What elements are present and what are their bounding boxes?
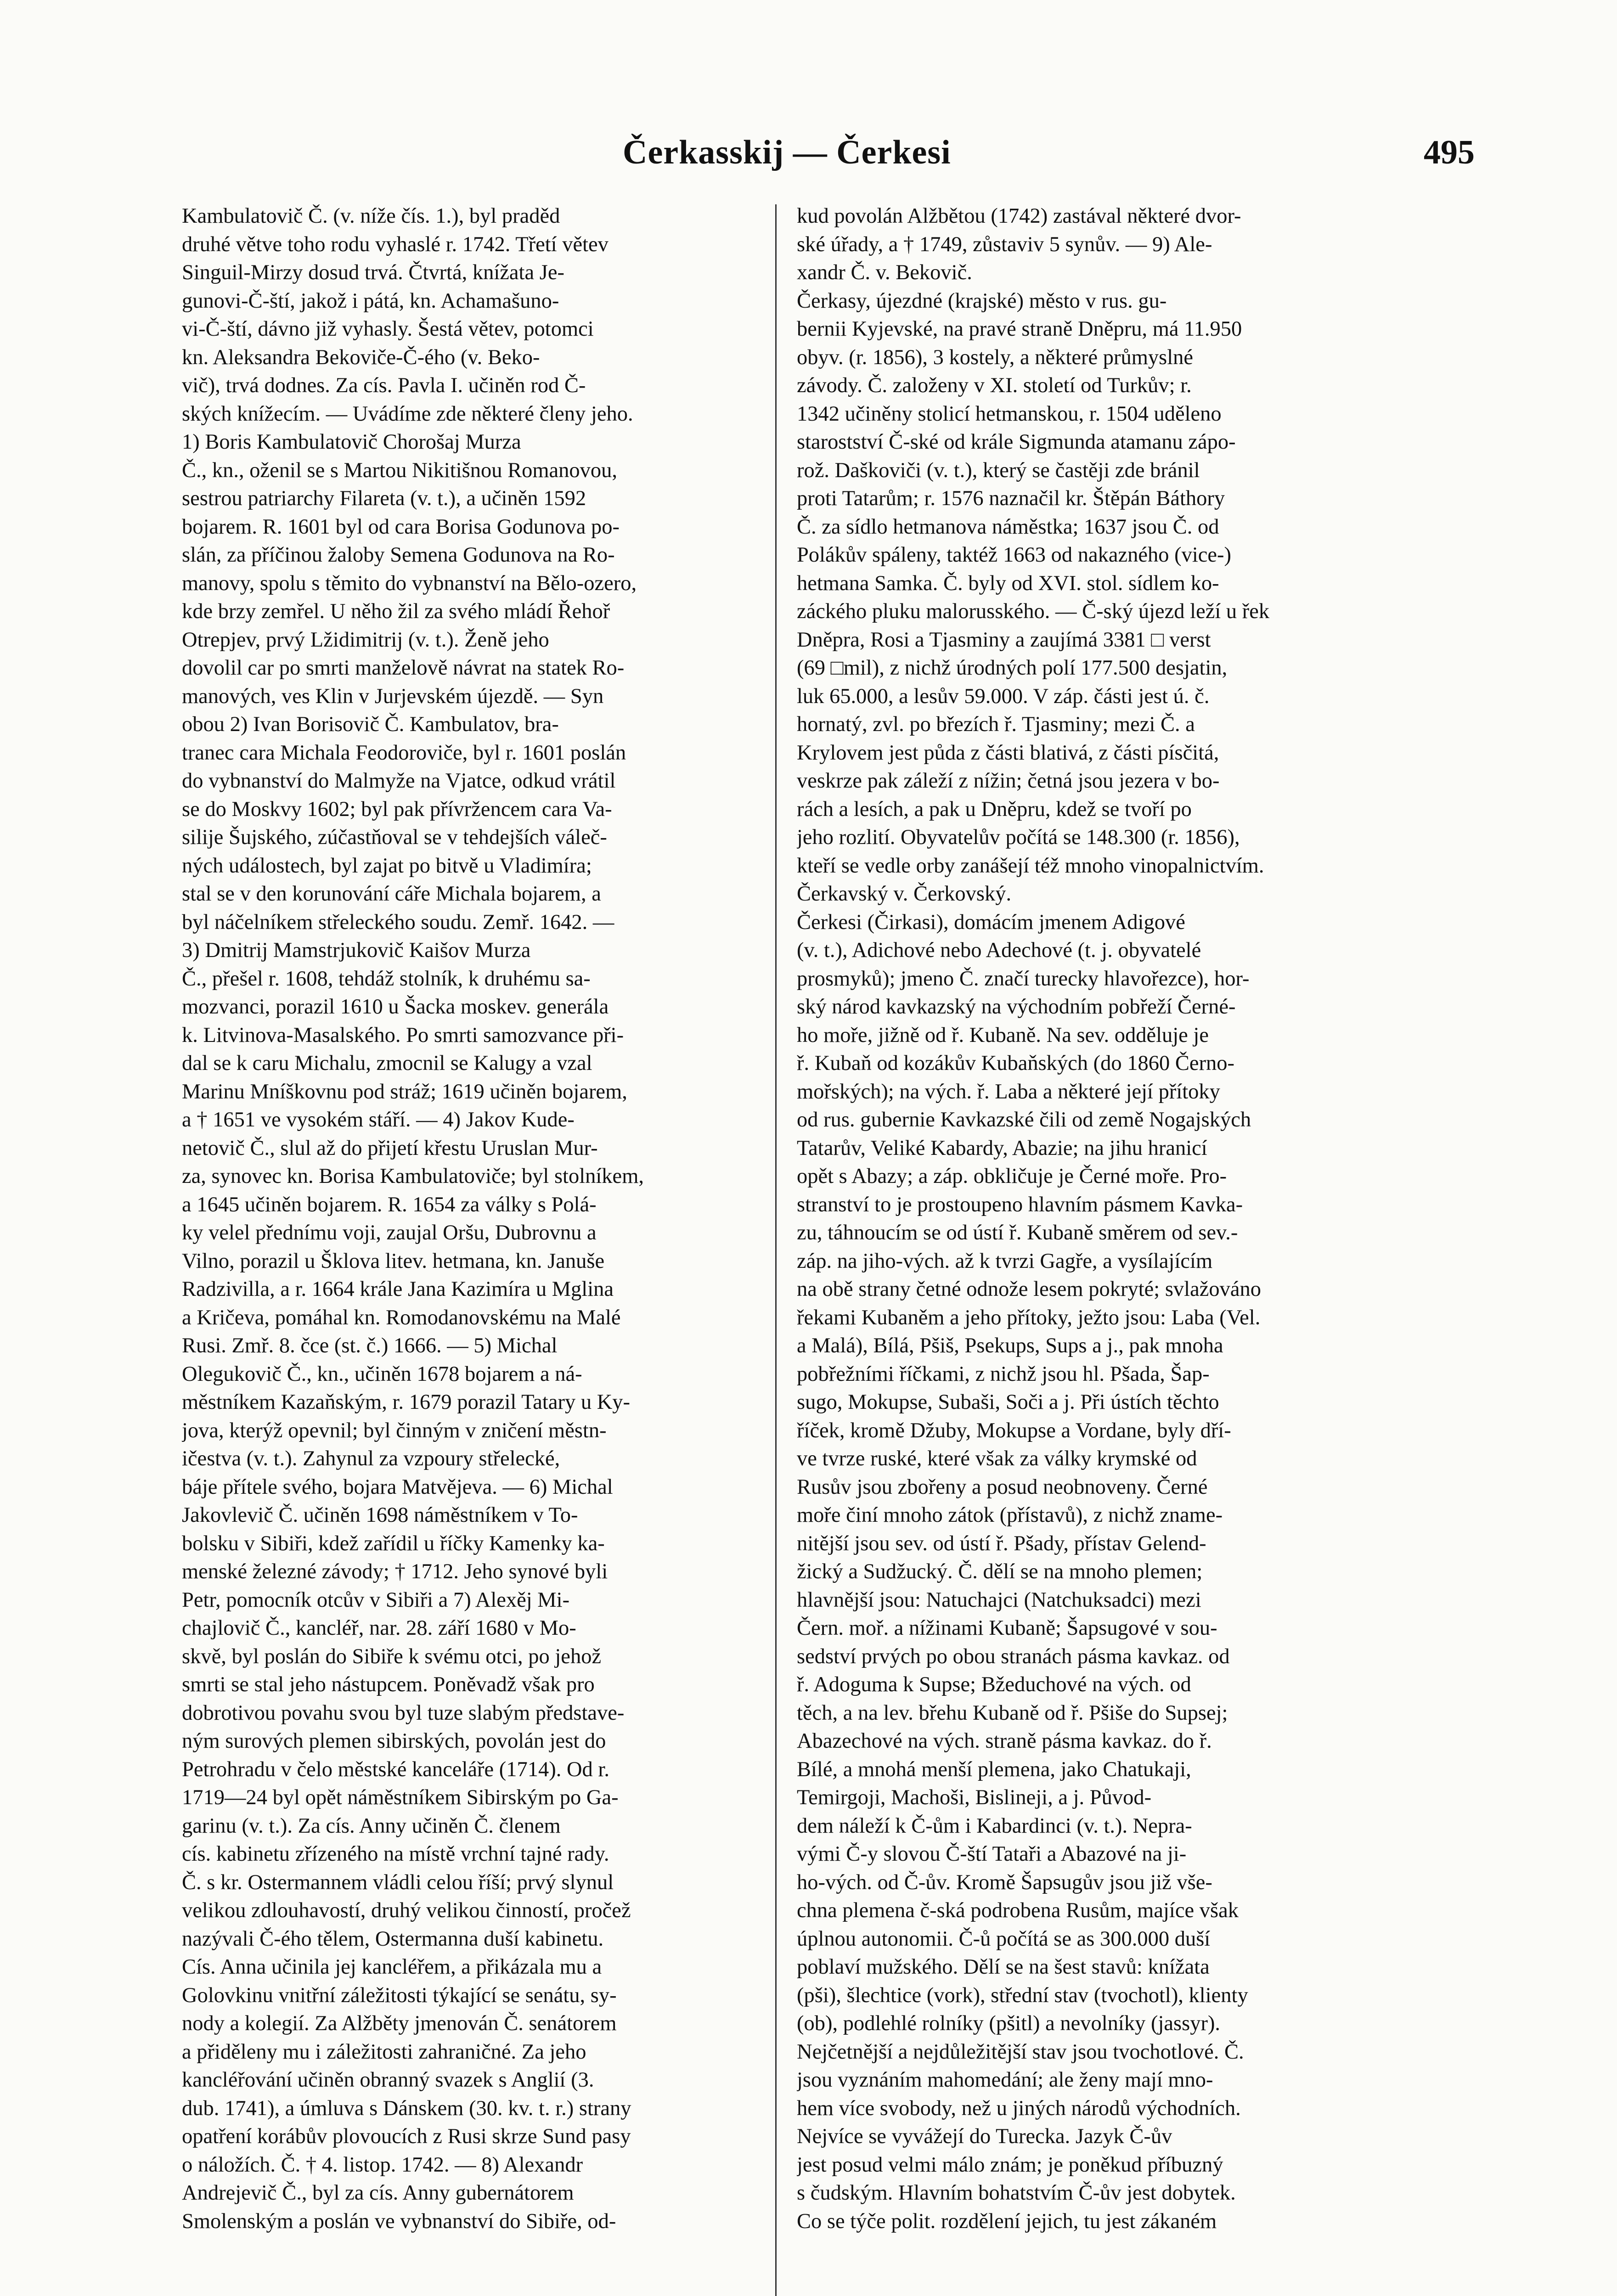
text-line: skvě, byl poslán do Sibiře k svému otci, po jehož <box>182 1644 602 1668</box>
text-line: hornatý, zvl. po březích ř. Tjasminy; mezi Č. a <box>797 713 1195 736</box>
text-line: (ob), podlehlé rolníky (pšitl) a nevolníky (jassyr). <box>797 2012 1221 2035</box>
text-line: žický a Sudžucký. Č. dělí se na mnoho plemen; <box>797 1560 1203 1583</box>
text-line: ných událostech, byl zajat po bitvě u Vladimíra; <box>182 854 592 878</box>
text-line: cís. kabinetu zřízeného na místě vrchní tajné rady. <box>182 1842 609 1866</box>
text-line: garinu (v. t.). Za cís. Anny učiněn Č. členem <box>182 1814 561 1838</box>
text-line: sugo, Mokupse, Subaši, Soči a j. Při ústích těchto <box>797 1390 1219 1414</box>
text-line: a Malá), Bílá, Pšiš, Psekups, Sups a j., pak mnoha <box>797 1334 1223 1357</box>
text-line: Vilno, porazil u Šklova litev. hetmana, kn. Januše <box>182 1249 605 1273</box>
text-line: Co se týče polit. rozdělení jejich, tu jest zákaném <box>797 2209 1217 2233</box>
text-line: Čerkasy, újezdné (krajské) město v rus. gu- <box>797 289 1167 313</box>
text-line: Kambulatovič Č. (v. níže čís. 1.), byl praděd <box>182 204 560 228</box>
text-line: vými Č-y slovou Č-ští Tataři a Abazové na ji- <box>797 1842 1187 1866</box>
text-line: a Kričeva, pomáhal kn. Romodanovskému na Malé <box>182 1306 621 1329</box>
text-line: Krylovem jest půda z části blativá, z části písčitá, <box>797 741 1219 765</box>
text-line: k. Litvinova-Masalského. Po smrti samozvance při- <box>182 1023 624 1047</box>
text-line: Č., přešel r. 1608, tehdáž stolník, k druhému sa- <box>182 967 591 990</box>
text-line: se do Moskvy 1602; byl pak přívržencem cara Va- <box>182 797 612 821</box>
text-line: tranec cara Michala Feodoroviče, byl r. 1601 poslán <box>182 741 626 765</box>
text-line: druhé větve toho rodu vyhaslé r. 1742. Třetí větev <box>182 232 608 256</box>
text-line: opět s Abazy; a záp. obkličuje je Černé moře. Pro- <box>797 1165 1227 1188</box>
text-line: silije Šujského, zúčastňoval se v tehdejších váleč- <box>182 826 607 849</box>
text-line: veskrze pak záleží z nížin; četná jsou jezera v bo- <box>797 769 1220 793</box>
text-line: Čerkesi (Čirkasi), domácím jmenem Adigové <box>797 910 1185 934</box>
text-line: úplnou autonomii. Č-ů počítá se as 300.000 duší <box>797 1927 1211 1951</box>
text-line: dobrotivou povahu svou byl tuze slabým představe- <box>182 1701 625 1725</box>
text-line: ř. Kubaň od kozákův Kubaňských (do 1860 Černo- <box>797 1052 1235 1075</box>
text-line: ho moře, jižně od ř. Kubaně. Na sev. odděluje je <box>797 1023 1209 1047</box>
text-line: Polákův spáleny, taktéž 1663 od nakazného (vice-) <box>797 543 1232 567</box>
text-line: ným surových plemen sibirských, povolán jest do <box>182 1729 606 1753</box>
text-line: obou 2) Ivan Borisovič Č. Kambulatov, bra- <box>182 713 559 736</box>
text-line: Jakovlevič Č. učiněn 1698 náměstníkem v To- <box>182 1503 578 1527</box>
text-line: ř. Adoguma k Supse; Bžeduchové na vých. od <box>797 1673 1191 1696</box>
text-line: Temirgoji, Machoši, Bislineji, a j. Původ- <box>797 1786 1152 1809</box>
text-line: a 1645 učiněn bojarem. R. 1654 za války s Polá- <box>182 1193 597 1216</box>
running-head: Čerkasskij — Čerkesi <box>623 134 951 171</box>
text-line: hlavnější jsou: Natuchajci (Natchuksadci) mezi <box>797 1588 1201 1612</box>
text-line: ve tvrze ruské, které však za války krymské od <box>797 1447 1197 1470</box>
text-line: těch, a na lev. břehu Kubaně od ř. Pšiše do Supsej; <box>797 1701 1228 1725</box>
text-line: velikou zdlouhavostí, druhý velikou činností, pročež <box>182 1899 631 1922</box>
text-line: od rus. gubernie Kavkazské čili od země Nogajských <box>797 1108 1251 1131</box>
text-line: vič), trvá dodnes. Za cís. Pavla I. učiněn rod Č- <box>182 374 586 397</box>
text-line: mozvanci, porazil 1610 u Šacka moskev. generála <box>182 995 609 1019</box>
text-line: dovolil car po smrti manželově návrat na statek Ro- <box>182 656 625 680</box>
text-line: o náložích. Č. † 4. listop. 1742. — 8) Alexandr <box>182 2153 583 2177</box>
text-line: nazývali Č-ého tělem, Ostermanna duší kabinetu. <box>182 1927 604 1951</box>
text-line: Rusi. Zmř. 8. čce (st. č.) 1666. — 5) Michal <box>182 1334 558 1357</box>
page-header <box>182 133 1475 184</box>
text-line: za, synovec kn. Borisa Kambulatoviče; byl stolníkem, <box>182 1165 644 1188</box>
text-line: Dněpra, Rosi a Tjasminy a zaujímá 3381 □ verst <box>797 628 1211 652</box>
text-line: 1) Boris Kambulatovič Chorošaj Murza <box>182 430 521 454</box>
text-line: moře činí mnoho zátok (přístavů), z nichž zname- <box>797 1503 1223 1527</box>
text-line: dem náleží k Č-ům i Kabardinci (v. t.). Nepra- <box>797 1814 1192 1838</box>
text-line: řekami Kubaněm a jeho přítoky, ježto jsou: Laba (Vel. <box>797 1306 1261 1329</box>
text-line: kn. Aleksandra Bekoviče-Č-ého (v. Beko- <box>182 345 540 369</box>
text-line: menské železné závody; † 1712. Jeho synové byli <box>182 1560 608 1583</box>
text-line: Rusův jsou zbořeny a posud neobnoveny. Černé <box>797 1475 1208 1499</box>
text-line: ský národ kavkazský na východním pobřeží Černé- <box>797 995 1236 1019</box>
text-line: báje přítele svého, bojara Matvějeva. — 6) Michal <box>182 1475 613 1499</box>
text-line: slán, za příčinou žaloby Semena Godunova na Ro- <box>182 543 615 567</box>
text-line: (pši), šlechtice (vork), střední stav (tvochotl), klienty <box>797 1983 1248 2007</box>
text-line: kteří se vedle orby zanášejí též mnoho vinopalnictvím. <box>797 854 1264 878</box>
page-number: 495 <box>1424 134 1475 171</box>
text-line: opatření korábův plovoucích z Rusi skrze Sund pasy <box>182 2125 631 2148</box>
text-line: sestrou patriarchy Filareta (v. t.), a učiněn 1592 <box>182 487 586 510</box>
text-line: Singuil-Mirzy dosud trvá. Čtvrtá, knížata Je- <box>182 261 564 284</box>
left-column <box>182 202 754 2235</box>
text-line: rách a lesích, a pak u Dněpru, kdež se tvoří po <box>797 797 1192 821</box>
text-line: manových, ves Klin v Jurjevském újezdě. — Syn <box>182 684 604 708</box>
text-line: Golovkinu vnitřní záležitosti týkající se senátu, sy- <box>182 1983 617 2007</box>
text-line: záp. na jiho-vých. až k tvrzi Gagře, a vysílajícím <box>797 1249 1213 1273</box>
text-line: Andrejevič Č., byl za cís. Anny gubernátorem <box>182 2181 574 2205</box>
text-line: kde brzy zemřel. U něho žil za svého mládí Řehoř <box>182 600 610 623</box>
text-line: poblaví mužského. Dělí se na šest stavů: knížata <box>797 1955 1210 1979</box>
text-line: nody a kolegií. Za Alžběty jmenován Č. senátorem <box>182 2012 617 2035</box>
text-line: Č. za sídlo hetmanova náměstka; 1637 jsou Č. od <box>797 515 1219 539</box>
text-line: hetmana Samka. Č. byly od XVI. stol. sídlem ko- <box>797 571 1219 595</box>
text-line: obyv. (r. 1856), 3 kostely, a některé průmyslné <box>797 345 1194 369</box>
text-line: do vybnanství do Malmyže na Vjatce, odkud vrátil <box>182 769 616 793</box>
text-line: říček, kromě Džuby, Mokupse a Vordane, byly dří- <box>797 1418 1231 1442</box>
text-line: prosmyků); jmeno Č. značí turecky hlavořezce), hor- <box>797 967 1250 990</box>
text-line: ské úřady, a † 1749, zůstaviv 5 synův. — 9) Ale- <box>797 232 1212 256</box>
text-line: Čerkavský v. Čerkovský. <box>797 882 1012 906</box>
text-line: (v. t.), Adichové nebo Adechové (t. j. obyvatelé <box>797 939 1201 962</box>
text-line: byl náčelníkem střeleckého soudu. Zemř. 1642. — <box>182 910 614 934</box>
text-line: pobřežními říčkami, z nichž jsou hl. Pšada, Šap- <box>797 1362 1210 1386</box>
text-line: Otrepjev, prvý Lžidimitrij (v. t.). Ženě jeho <box>182 628 549 652</box>
text-line: na obě strany četné odnože lesem pokryté; svlažováno <box>797 1277 1262 1301</box>
text-line: jsou vyznáním mahomedání; ale ženy mají mno- <box>797 2068 1213 2092</box>
text-line: chna plemena č-ská podrobena Rusům, majíce však <box>797 1899 1239 1922</box>
text-line: Čern. moř. a nížinami Kubaně; Šapsugové v sou- <box>797 1616 1217 1640</box>
text-line: Cís. Anna učinila jej kancléřem, a přikázala mu a <box>182 1955 602 1979</box>
text-line: Tatarův, Veliké Kabardy, Abazie; na jihu hranicí <box>797 1136 1207 1160</box>
text-line: stranství to je prostoupeno hlavním pásmem Kavka- <box>797 1193 1243 1216</box>
text-line: bernii Kyjevské, na pravé straně Dněpru, má 11.950 <box>797 317 1242 341</box>
text-line: dub. 1741), a úmluva s Dánskem (30. kv. t. r.) strany <box>182 2096 631 2120</box>
text-line: 3) Dmitrij Mamstrjukovič Kaišov Murza <box>182 939 531 962</box>
text-line: Abazechové na vých. straně pásma kavkaz. do ř. <box>797 1729 1212 1753</box>
text-line: xandr Č. v. Bekovič. <box>797 261 972 284</box>
text-line: Olegukovič Č., kn., učiněn 1678 bojarem a ná- <box>182 1362 582 1386</box>
text-line: kud povolán Alžbětou (1742) zastával některé dvor- <box>797 204 1241 228</box>
text-line: ských knížecím. — Uvádíme zde některé členy jeho. <box>182 402 633 426</box>
text-line: a přiděleny mu i záležitosti zahraničné. Za jeho <box>182 2040 586 2064</box>
text-line: vi-Č-ští, dávno již vyhasly. Šestá větev, potomci <box>182 317 594 341</box>
text-line: nitější jsou sev. od ústí ř. Pšady, přístav Gelend- <box>797 1531 1206 1555</box>
text-line: stal se v den korunování cáře Michala bojarem, a <box>182 882 601 906</box>
text-line: bojarem. R. 1601 byl od cara Borisa Godunova po- <box>182 515 620 539</box>
text-line: mořských); na vých. ř. Laba a některé její přítoky <box>797 1080 1220 1103</box>
text-line: Petrohradu v čelo městské kanceláře (1714). Od r. <box>182 1757 609 1781</box>
text-line: městníkem Kazaňským, r. 1679 porazil Tatary u Ky- <box>182 1390 631 1414</box>
text-line: 1342 učiněny stolicí hetmanskou, r. 1504 uděleno <box>797 402 1222 426</box>
text-line: Č. s kr. Ostermannem vládli celou říší; prvý slynul <box>182 1870 614 1894</box>
text-line: luk 65.000, a lesův 59.000. V záp. části jest ú. č. <box>797 684 1210 708</box>
text-line: dal se k caru Michalu, zmocnil se Kalugy a vzal <box>182 1052 592 1075</box>
text-line: gunovi-Č-ští, jakož i pátá, kn. Achamašuno- <box>182 289 559 313</box>
text-line: smrti se stal jeho nástupcem. Poněvadž však pro <box>182 1673 595 1696</box>
text-line: jeho rozlití. Obyvatelův počítá se 148.300 (r. 1856), <box>797 826 1240 849</box>
text-line: s čudským. Hlavním bohatstvím Č-ův jest dobytek. <box>797 2181 1236 2205</box>
text-line: rož. Daškoviči (v. t.), který se častěji zde bránil <box>797 458 1200 482</box>
text-line: sedství prvých po obou stranách pásma kavkaz. od <box>797 1644 1230 1668</box>
right-column <box>797 202 1369 2235</box>
text-line: Marinu Mníškovnu pod stráž; 1619 učiněn bojarem, <box>182 1080 627 1103</box>
column-divider <box>775 204 777 2296</box>
text-line: a † 1651 ve vysokém stáří. — 4) Jakov Kude- <box>182 1108 575 1131</box>
text-line: záckého pluku malorusského. — Č-ský újezd leží u řek <box>797 600 1270 623</box>
text-line: Smolenským a poslán ve vybnanství do Sibiře, od- <box>182 2209 616 2233</box>
text-line: ičestva (v. t.). Zahynul za vzpoury střelecké, <box>182 1447 560 1470</box>
text-line: manovy, spolu s těmito do vybnanství na Bělo-ozero, <box>182 571 637 595</box>
text-line: kancléřování učiněn obranný svazek s Anglií (3. <box>182 2068 594 2092</box>
text-line: jova, kterýž opevnil; byl činným v zničení městn- <box>182 1418 607 1442</box>
text-line: Radzivilla, a r. 1664 krále Jana Kazimíra u Mglina <box>182 1277 614 1301</box>
text-line: závody. Č. založeny v XI. století od Turkův; r. <box>797 374 1192 397</box>
text-line: ky velel přednímu voji, zaujal Oršu, Dubrovnu a <box>182 1221 597 1244</box>
text-line: Petr, pomocník otcův v Sibiři a 7) Alexěj Mi- <box>182 1588 570 1612</box>
text-line: starostství Č-ské od krále Sigmunda atamanu zápo- <box>797 430 1236 454</box>
text-line: netovič Č., slul až do přijetí křestu Uruslan Mur- <box>182 1136 598 1160</box>
text-line: proti Tatarům; r. 1576 naznačil kr. Štěpán Báthory <box>797 487 1225 510</box>
text-line: Nejčetnější a nejdůležitější stav jsou tvochotlové. Č. <box>797 2040 1244 2064</box>
text-line: Nejvíce se vyvážejí do Turecka. Jazyk Č-ův <box>797 2125 1172 2148</box>
text-line: Č., kn., oženil se s Martou Nikitišnou Romanovou, <box>182 458 618 482</box>
text-line: ho-vých. od Č-ův. Kromě Šapsugův jsou již vše- <box>797 1870 1212 1894</box>
text-line: Bílé, a mnohá menší plemena, jako Chatukaji, <box>797 1757 1191 1781</box>
text-line: hem více svobody, než u jiných národů východních. <box>797 2096 1241 2120</box>
text-line: 1719—24 byl opět náměstníkem Sibirským po Ga- <box>182 1786 619 1809</box>
text-line: chajlovič Č., kancléř, nar. 28. září 1680 v Mo- <box>182 1616 576 1640</box>
text-line: bolsku v Sibiři, kdež zařídil u říčky Kamenky ka- <box>182 1531 605 1555</box>
text-line: (69 □mil), z nichž úrodných polí 177.500 desjatin, <box>797 656 1228 680</box>
text-line: jest posud velmi málo znám; je poněkud příbuzný <box>797 2153 1223 2177</box>
text-line: zu, táhnoucím se od ústí ř. Kubaně směrem od sev.- <box>797 1221 1238 1244</box>
